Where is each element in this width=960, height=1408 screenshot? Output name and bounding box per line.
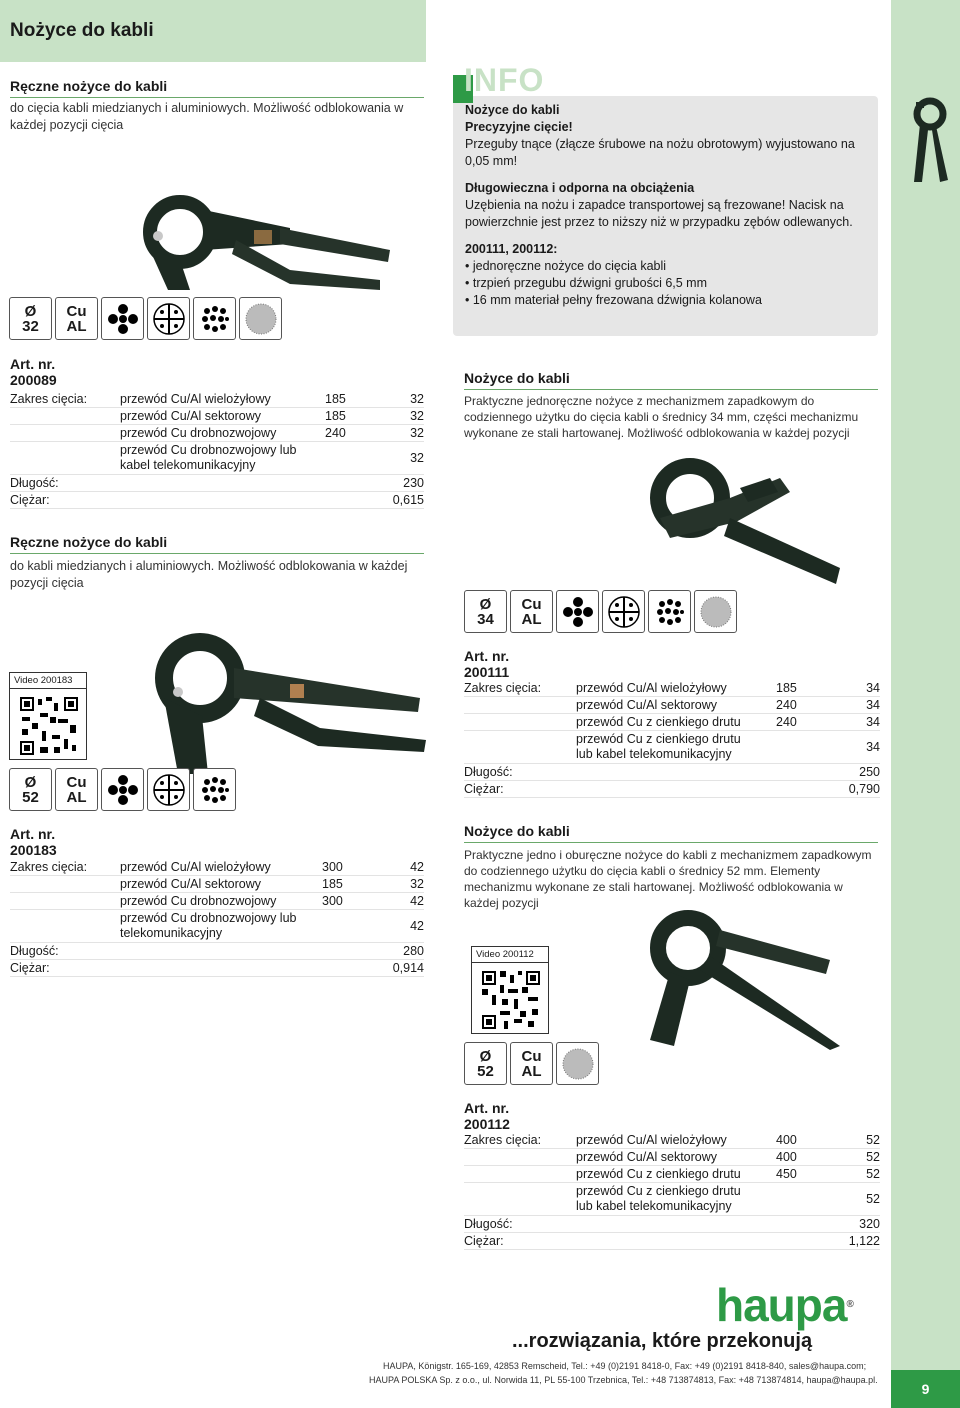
telecom-cable-icon: [239, 297, 282, 340]
row-name-line2: telekomunikacyjny: [120, 926, 223, 940]
table-row: [10, 408, 424, 425]
telecom-cable-icon: [556, 1042, 599, 1085]
table-row: [10, 859, 424, 876]
material-icon: [55, 297, 98, 340]
table-row: [464, 1132, 880, 1149]
section2-description: Praktyczne jednoręczne nożyce z mechanizmem zapadkowym do codziennego użytku do cięcia kabli o średnicy 34 mm, części mechanizmu wykonane ze stali hartowanej. Możliwość odblokowania w każdej pozycji: [464, 394, 859, 440]
weight-label: Ciężar:: [464, 782, 504, 796]
material-al: AL: [521, 610, 542, 628]
row-name-line2: lub kabel telekomunikacyjny: [576, 1199, 732, 1213]
section2-rule: [464, 389, 878, 390]
sector-conductor-icon: [602, 590, 645, 633]
section2-art-label: Art. nr.: [464, 648, 510, 664]
page-number: 9: [891, 1370, 960, 1408]
length-label: Długość:: [464, 765, 513, 779]
material-cu: Cu: [66, 773, 87, 791]
table-row: [464, 697, 880, 714]
row-cross-section: 240: [776, 715, 797, 729]
weight-label: Ciężar:: [10, 493, 50, 507]
section2-spec-table: [464, 680, 880, 800]
section3-rule: [10, 553, 424, 554]
table-row: [464, 1183, 880, 1216]
weight-value: 0,790: [848, 782, 880, 796]
range-label: Zakres cięcia:: [10, 860, 88, 874]
single-conductor-icon: [101, 297, 144, 340]
row-cross-section: 300: [322, 860, 343, 874]
row-cross-section: 400: [776, 1133, 797, 1147]
row-name: przewód Cu/Al wielożyłowy: [576, 1133, 727, 1147]
row-name: przewód Cu/Al sektorowy: [576, 698, 718, 712]
row-cross-section: 300: [322, 894, 343, 908]
diameter-icon: [9, 297, 52, 340]
row-name: przewód Cu z cienkiego drutu: [576, 715, 741, 729]
length-value: 280: [403, 944, 424, 958]
length-value: 250: [859, 765, 880, 779]
material-cu: Cu: [521, 1047, 542, 1065]
section1-icons: [9, 297, 282, 340]
diameter-value: 34: [477, 610, 494, 628]
row-diameter: 42: [410, 894, 424, 908]
row-name: przewód Cu z cienkiego drutu: [576, 732, 741, 746]
table-row: [10, 893, 424, 910]
row-cross-section: 185: [776, 681, 797, 695]
section1-rule: [10, 97, 424, 98]
section4-qr-box[interactable]: [471, 946, 549, 1034]
weight-label: Ciężar:: [464, 1234, 504, 1248]
weight-label: Ciężar:: [10, 961, 50, 975]
row-name: przewód Cu/Al wielożyłowy: [120, 860, 271, 874]
sector-conductor-icon: [147, 297, 190, 340]
section2-art-number: 200111: [464, 664, 510, 680]
row-name-line2: lub kabel telekomunikacyjny: [576, 747, 732, 761]
cable-cutter-thumbnail-icon: [904, 96, 956, 186]
row-diameter: 32: [410, 409, 424, 423]
row-name: przewód Cu/Al wielożyłowy: [120, 392, 271, 406]
table-row: [10, 442, 424, 475]
single-conductor-icon: [556, 590, 599, 633]
diameter-value: 32: [22, 317, 39, 335]
material-al: AL: [66, 317, 87, 335]
section3-icons: [9, 768, 236, 811]
weight-value: 0,615: [392, 493, 424, 507]
section3-heading: Ręczne nożyce do kabli: [10, 534, 168, 550]
length-row: [464, 764, 880, 781]
weight-row: [10, 492, 424, 509]
fine-stranded-icon: [193, 768, 236, 811]
qr-code-icon[interactable]: [18, 695, 80, 757]
material-cu: Cu: [521, 595, 542, 613]
qr-code-icon[interactable]: [480, 969, 542, 1031]
diameter-value: 52: [477, 1062, 494, 1080]
weight-row: [464, 1233, 880, 1250]
section4-spec-table: [464, 1132, 880, 1252]
table-row: [464, 714, 880, 731]
material-al: AL: [66, 788, 87, 806]
info-p2-text: Uzębienia na nożu i zapadce transportowej są frezowane! Nacisk na powierzchnie jest przez to niższy niż w przypadku zębów odlewanych.: [465, 198, 853, 229]
fine-stranded-icon: [193, 297, 236, 340]
row-name: przewód Cu drobnozwojowy: [120, 894, 277, 908]
section1-art-number: 200089: [10, 372, 57, 388]
info-bullets: [465, 258, 868, 309]
logo-text: haupa: [716, 1279, 847, 1331]
table-row: [10, 910, 424, 943]
page-title: Nożyce do kabli: [0, 0, 426, 62]
fine-stranded-icon: [648, 590, 691, 633]
length-row: [10, 475, 424, 492]
row-name: przewód Cu z cienkiego drutu: [576, 1184, 741, 1198]
material-icon: [55, 768, 98, 811]
footer-address-de: HAUPA, Königstr. 165-169, 42853 Remscheid, Tel.: +49 (0)2191 8418-0, Fax: +49 (0)2191 8418-840, sales@haupa.com;: [383, 1361, 867, 1371]
section3-qr-box[interactable]: [9, 672, 87, 760]
info-p3-head: 200111, 200112:: [465, 242, 558, 256]
video-label: Video 200112: [472, 947, 548, 963]
info-tag: INFO: [464, 62, 545, 98]
row-name: przewód Cu drobnozwojowy: [120, 426, 277, 440]
row-diameter: 32: [410, 426, 424, 440]
cable-cutter-200183-image: [150, 628, 430, 778]
section4-art-label: Art. nr.: [464, 1100, 510, 1116]
row-diameter: 34: [866, 715, 880, 729]
section1-heading: Ręczne nożyce do kabli: [10, 78, 168, 94]
video-label: Video 200183: [10, 673, 86, 689]
section3-description: do kabli miedzianych i aluminiowych. Możliwość odblokowania w każdej pozycji cięcia: [10, 559, 408, 590]
info-title: Nożyce do kabli: [465, 103, 560, 117]
weight-row: [10, 960, 424, 977]
section1-spec-table: [10, 391, 424, 511]
length-value: 320: [859, 1217, 880, 1231]
table-row: [464, 1149, 880, 1166]
row-cross-section: 185: [325, 409, 346, 423]
row-name: przewód Cu/Al sektorowy: [120, 409, 262, 423]
info-p2-head: Długowieczna i odporna na obciążenia: [465, 181, 695, 195]
row-diameter: 32: [410, 392, 424, 406]
cable-cutter-200111-image: [640, 448, 860, 598]
row-name: przewód Cu drobnozwojowy lub: [120, 443, 297, 457]
cable-cutter-200112-image: [630, 900, 860, 1050]
row-cross-section: 185: [322, 877, 343, 891]
info-p1-head: Precyzyjne cięcie!: [465, 120, 573, 134]
row-cross-section: 400: [776, 1150, 797, 1164]
table-row: [10, 391, 424, 408]
row-diameter: 52: [866, 1133, 880, 1147]
table-row: [464, 1166, 880, 1183]
row-name: przewód Cu drobnozwojowy lub: [120, 911, 297, 925]
material-cu: Cu: [66, 302, 87, 320]
cable-cutter-200089-image: [140, 180, 390, 300]
length-label: Długość:: [10, 944, 59, 958]
diameter-icon: [464, 590, 507, 633]
section4-rule: [464, 842, 878, 843]
length-row: [464, 1216, 880, 1233]
single-conductor-icon: [101, 768, 144, 811]
row-diameter: 52: [866, 1150, 880, 1164]
haupa-logo: [716, 1279, 853, 1331]
diameter-icon: [464, 1042, 507, 1085]
section4-art-number: 200112: [464, 1116, 510, 1132]
row-cross-section: 185: [325, 392, 346, 406]
range-label: Zakres cięcia:: [464, 681, 542, 695]
section4-icons: [464, 1042, 599, 1085]
section3-art-label: Art. nr.: [10, 826, 56, 842]
material-icon: [510, 1042, 553, 1085]
row-cross-section: 240: [776, 698, 797, 712]
row-diameter: 32: [410, 451, 424, 465]
info-box: [453, 96, 878, 336]
list-item: • 16 mm materiał pełny frezowana dźwignia kolanowa: [465, 292, 868, 309]
table-row: [464, 680, 880, 697]
range-label: Zakres cięcia:: [464, 1133, 542, 1147]
diameter-value: 52: [22, 788, 39, 806]
range-label: Zakres cięcia:: [10, 392, 88, 406]
weight-value: 0,914: [392, 961, 424, 975]
length-row: [10, 943, 424, 960]
list-item: • jednoręczne nożyce do cięcia kabli: [465, 258, 868, 275]
row-name: przewód Cu/Al sektorowy: [576, 1150, 718, 1164]
row-cross-section: 450: [776, 1167, 797, 1181]
section3-art-number: 200183: [10, 842, 57, 858]
diameter-symbol: Ø: [24, 302, 37, 320]
row-name: przewód Cu/Al wielożyłowy: [576, 681, 727, 695]
section2-icons: [464, 590, 737, 633]
length-label: Długość:: [10, 476, 59, 490]
diameter-symbol: Ø: [24, 773, 37, 791]
diameter-symbol: Ø: [479, 1047, 492, 1065]
section1-description: do cięcia kabli miedzianych i aluminiowych. Możliwość odblokowania w każdej pozycji cięcia: [10, 101, 404, 132]
diameter-symbol: Ø: [479, 595, 492, 613]
registered-mark: ®: [846, 1299, 853, 1310]
row-name: przewód Cu z cienkiego drutu: [576, 1167, 741, 1181]
row-cross-section: 240: [325, 426, 346, 440]
list-item: • trzpień przegubu dźwigni grubości 6,5 mm: [465, 275, 868, 292]
row-diameter: 32: [410, 877, 424, 891]
row-diameter: 34: [866, 740, 880, 754]
telecom-cable-icon: [694, 590, 737, 633]
diameter-icon: [9, 768, 52, 811]
side-strip: [891, 0, 960, 1408]
table-row: [464, 731, 880, 764]
material-al: AL: [521, 1062, 542, 1080]
length-label: Długość:: [464, 1217, 513, 1231]
sector-conductor-icon: [147, 768, 190, 811]
section1-art-label: Art. nr.: [10, 356, 56, 372]
info-p1-text: Przeguby tnące (złącze śrubowe na nożu obrotowym) wyjustowano na 0,05 mm!: [465, 137, 855, 168]
row-name: przewód Cu/Al sektorowy: [120, 877, 262, 891]
section3-spec-table: [10, 859, 424, 979]
row-diameter: 34: [866, 681, 880, 695]
footer-address-pl: HAUPA POLSKA Sp. z o.o., ul. Norwida 11, PL 55-100 Trzebnica, Tel.: +48 713874813, Fax: +48 713874814, haupa@haupa.pl.: [369, 1375, 878, 1385]
length-value: 230: [403, 476, 424, 490]
section4-description: Praktyczne jedno i oburęczne nożyce do kabli z mechanizmem zapadkowym do codziennego użytku do cięcia kabli o średnicy 52 mm. Elementy mechanizmu wykonane ze stali hartowanej. Możliwość odblokowania w każdej pozycji: [464, 848, 872, 910]
row-diameter: 42: [410, 919, 424, 933]
weight-value: 1,122: [848, 1234, 880, 1248]
table-row: [10, 425, 424, 442]
row-diameter: 42: [410, 860, 424, 874]
material-icon: [510, 590, 553, 633]
brand-slogan: ...rozwiązania, które przekonują: [512, 1330, 813, 1352]
section2-heading: Nożyce do kabli: [464, 370, 570, 386]
table-row: [10, 876, 424, 893]
row-diameter: 52: [866, 1167, 880, 1181]
row-diameter: 52: [866, 1192, 880, 1206]
section4-heading: Nożyce do kabli: [464, 823, 570, 839]
row-diameter: 34: [866, 698, 880, 712]
row-name-line2: kabel telekomunikacyjny: [120, 458, 256, 472]
weight-row: [464, 781, 880, 798]
